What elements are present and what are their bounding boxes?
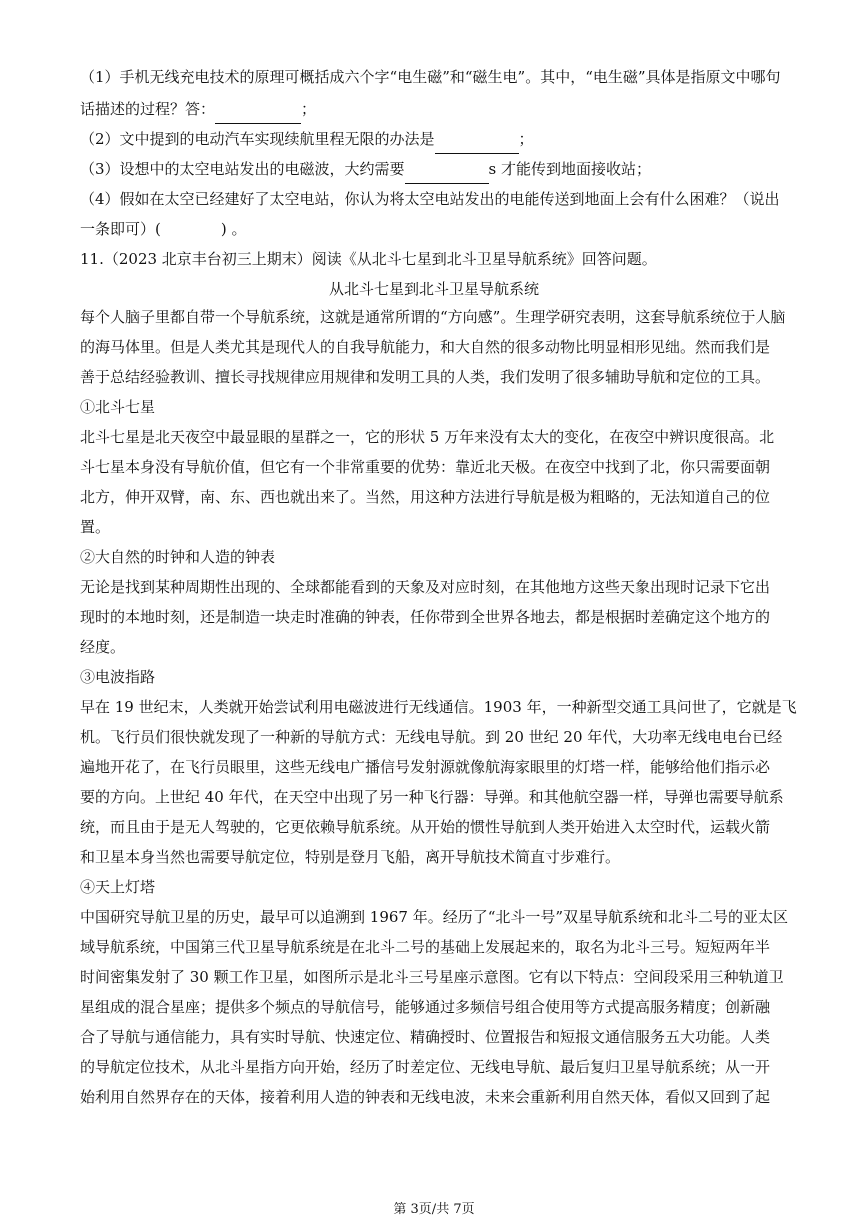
answer-blank-1[interactable]: [215, 105, 301, 124]
intro-line-2: 的海马体里。但是人类尤其是现代人的自我导航能力，和大自然的很多动物比明显相形见绌。然而我们是: [80, 338, 771, 356]
section-3-line-4: 要的方向。上世纪 40 年代，在天空中出现了另一种飞行器：导弹。和其他航空器一样，导弹也需要导航系: [80, 788, 784, 806]
page-number-footer: 第 3页/共 7页: [393, 1202, 475, 1217]
question-1-line-2: [80, 94, 800, 124]
article-title: 从北斗七星到北斗卫星导航系统: [328, 280, 539, 298]
section-1-heading: ①北斗七星: [80, 398, 156, 416]
section-4-line-4: 星组成的混合星座；提供多个频点的导航信号，能够通过多频信号组合使用等方式提高服务精度；创新融: [80, 998, 771, 1016]
question-1-text: （1）手机无线充电技术的原理可概括成六个字“电生磁”和“磁生电”。其中，“电生磁”具体是指原文中哪句: [80, 68, 781, 86]
section-1-line-2: 斗七星本身没有导航价值，但它有一个非常重要的优势：靠近北天极。在夜空中找到了北，你只需要面朝: [80, 458, 771, 476]
question-1-prompt: 话描述的过程？答：: [80, 100, 216, 118]
section-3-line-3: 遍地开花了，在飞行员眼里，这些无线电广播信号发射源就像航海家眼里的灯塔一样，能够给他们指示必: [80, 758, 771, 776]
section-2-line-1: 无论是找到某种周期性出现的、全球都能看到的天象及对应时刻，在其他地方这些天象出现时记录下它出: [80, 578, 771, 596]
section-3-line-2: 机。飞行员们很快就发现了一种新的导航方式：无线电导航。到 20 世纪 20 年代，大功率无线电电台已经: [80, 728, 783, 746]
question-3-unit-text: s 才能传到地面接收站；: [488, 160, 652, 178]
section-4-line-6: 的导航定位技术，从北斗星指方向开始，经历了时差定位、无线电导航、最后复归卫星导航系统；从一开: [80, 1058, 771, 1076]
section-4-line-7: 始利用自然界存在的天体，接着利用人造的钟表和无线电波，未来会重新利用自然天体，看似又回到了起: [80, 1088, 771, 1106]
question-1-line-1: [80, 62, 800, 92]
answer-blank-3[interactable]: [405, 165, 489, 184]
question-4-line-2: [80, 214, 800, 244]
section-3-line-6: 和卫星本身当然也需要导航定位，特别是登月飞船，离开导航技术简直寸步难行。: [80, 848, 621, 866]
section-3-heading: ③电波指路: [80, 668, 156, 686]
section-4-line-1: 中国研究导航卫星的历史，最早可以追溯到 1967 年。经历了“北斗一号”双星导航系统和北斗二号的亚太区: [80, 908, 789, 926]
question-3-text: （3）设想中的太空电站发出的电磁波，大约需要: [80, 160, 405, 178]
question-2-text: （2）文中提到的电动汽车实现续航里程无限的办法是: [80, 130, 435, 148]
question-2-end: ；: [518, 130, 534, 148]
intro-line-1: 每个人脑子里都自带一个导航系统，这就是通常所谓的“方向感”。生理学研究表明，这套导航系统位于人脑: [80, 308, 786, 326]
question-4-close: ) 。: [220, 220, 247, 238]
intro-line-3: 善于总结经验教训、擅长寻找规律应用规律和发明工具的人类，我们发明了很多辅助导航和定位的工具。: [80, 368, 771, 386]
section-2-line-2: 现时的本地时刻，还是制造一块走时准确的钟表，任你带到全世界各地去，都是根据时差确定这个地方的: [80, 608, 771, 626]
question-1-end: ；: [301, 100, 317, 118]
question-4-text: （4）假如在太空已经建好了太空电站，你认为将太空电站发出的电能传送到地面上会有什么困难？（说出: [80, 190, 780, 208]
section-3-line-1: 早在 19 世纪末，人类就开始尝试利用电磁波进行无线通信。1903 年，一种新型交通工具问世了，它就是飞: [80, 698, 797, 716]
section-4-heading: ④天上灯塔: [80, 878, 156, 896]
section-3-line-5: 统，而且由于是无人驾驶的，它更依赖导航系统。从开始的惯性导航到人类开始进入太空时代，运载火箭: [80, 818, 771, 836]
question-4-open: 一条即可）(: [80, 220, 161, 238]
section-2-heading: ②大自然的时钟和人造的钟表: [80, 548, 276, 566]
item-11-header: 11.（2023 北京丰台初三上期末）阅读《从北斗七星到北斗卫星导航系统》回答问题。: [80, 250, 657, 268]
answer-blank-2[interactable]: [435, 135, 519, 154]
question-4-line-1: [80, 184, 800, 214]
section-1-line-4: 置。: [80, 518, 111, 536]
section-4-line-5: 合了导航与通信能力，具有实时导航、快速定位、精确授时、位置报告和短报文通信服务五大功能。人类: [80, 1028, 771, 1046]
section-1-line-3: 北方，伸开双臂，南、东、西也就出来了。当然，用这种方法进行导航是极为粗略的，无法知道自己的位: [80, 488, 771, 506]
section-4-line-2: 域导航系统，中国第三代卫星导航系统是在北斗二号的基础上发展起来的，取名为北斗三号。短短两年半: [80, 938, 771, 956]
section-2-line-3: 经度。: [80, 638, 126, 656]
section-4-line-3: 时间密集发射了 30 颗工作卫星，如图所示是北斗三号星座示意图。它有以下特点：空间段采用三种轨道卫: [80, 968, 784, 986]
question-2-line: [80, 124, 800, 154]
question-3-line: [80, 154, 800, 184]
section-1-line-1: 北斗七星是北天夜空中最显眼的星群之一，它的形状 5 万年来没有太大的变化，在夜空中辨识度很高。北: [80, 428, 775, 446]
